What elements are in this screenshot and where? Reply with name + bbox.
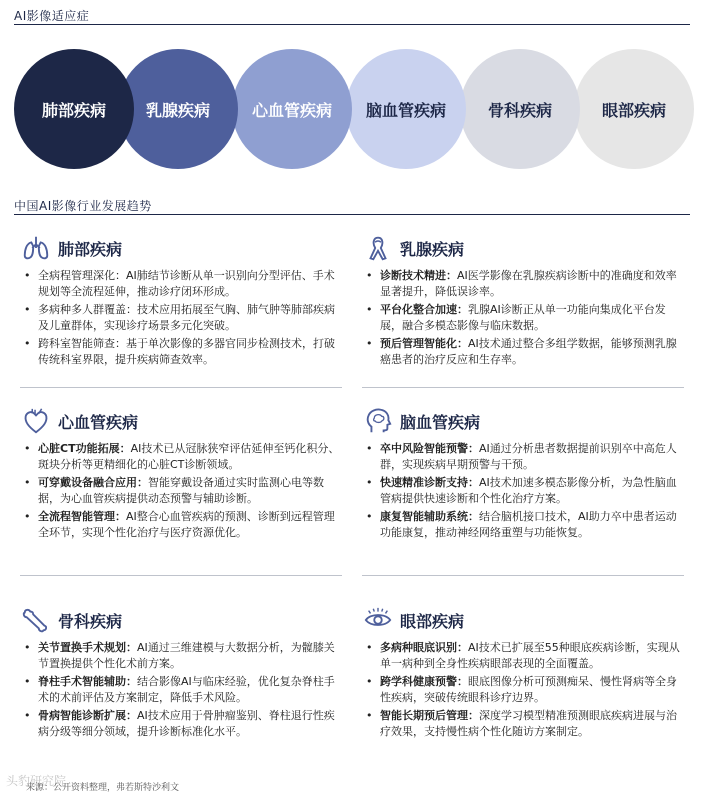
card-title: 眼部疾病 (400, 611, 465, 631)
list-item: • 跨学科健康预警：眼底图像分析可预测痴呆、慢性肾病等全身性疾病，突破传统眼科诊疗边界。 (362, 674, 684, 706)
list-item: • 卒中风险智能预警：AI通过分析患者数据提前识别卒中高危人群，实现疾病早期预警与干预。 (362, 441, 684, 473)
card-divider (20, 575, 342, 576)
source-note: 来源：公开资料整理，弗若斯特沙利文 (26, 783, 180, 793)
list-item: • 康复智能辅助系统：结合脑机接口技术，AI助力卒中患者运动功能康复，推动神经网络重塑与功能恢复。 (362, 509, 684, 541)
bone-icon (20, 604, 52, 636)
card-title: 乳腺疾病 (400, 239, 465, 259)
card-eye (362, 604, 684, 764)
list-item: • 心脏CT功能拓展：AI技术已从冠脉狭窄评估延伸至钙化积分、斑块分析等更精细化的心脏CT诊断领域。 (20, 441, 342, 473)
list-item: • 多病种眼底识别：AI技术已扩展至55种眼底疾病诊断，实现从单一病种到全身性疾病眼部表现的全面覆盖。 (362, 640, 684, 672)
list-item: • 平台化整合加速：乳腺AI诊断正从单一功能向集成化平台发展，融合多模态影像与临床数据。 (362, 302, 684, 334)
list-item: • 跨科室智能筛查：基于单次影像的多器官同步检测技术，打破传统科室界限，提升疾病筛查效率。 (20, 336, 342, 368)
circle-bone (460, 49, 580, 169)
circle-heart (232, 49, 352, 169)
list-item: • 全病程管理深化：AI肺结节诊断从单一识别向分型评估、手术规划等全流程延伸，推动诊疗闭环形成。 (20, 268, 342, 300)
heart-icon (20, 405, 52, 437)
card-title: 心血管疾病 (58, 412, 139, 432)
list-item: • 脊柱手术智能辅助：结合影像AI与临床经验，优化复杂脊柱手术的术前评估及方案制定，降低手术风险。 (20, 674, 342, 706)
circle-label: 心血管疾病 (251, 100, 332, 120)
circle-label: 眼部疾病 (601, 100, 666, 120)
lungs-icon (20, 232, 52, 264)
circle-brain (346, 49, 466, 169)
circle-breast (118, 49, 238, 169)
circle-label: 肺部疾病 (41, 100, 106, 120)
list-item: • 诊断技术精进：AI医学影像在乳腺疾病诊断中的准确度和效率显著提升，降低误诊率。 (362, 268, 684, 300)
brain-head-icon (362, 405, 394, 437)
ribbon-icon (362, 232, 394, 264)
section-divider (14, 24, 690, 25)
list-item: • 关节置换手术规划：AI通过三维建模与大数据分析，为髋膝关节置换提供个性化术前方案。 (20, 640, 342, 672)
eye-icon (362, 604, 394, 636)
circle-label: 脑血管疾病 (365, 100, 446, 120)
list-item: • 预后管理智能化：AI技术通过整合多组学数据，能够预测乳腺癌患者的治疗反应和生存率。 (362, 336, 684, 368)
circle-label: 乳腺疾病 (145, 100, 210, 120)
card-lung (20, 232, 342, 392)
list-item: • 智能长期预后管理：深度学习模型精准预测眼底疾病进展与治疗效果，支持慢性病个性化随访方案制定。 (362, 708, 684, 740)
list-item: • 骨病智能诊断扩展：AI技术应用于骨肿瘤鉴别、脊柱退行性疾病分级等细分领域，提升诊断标准化水平。 (20, 708, 342, 740)
card-heart (20, 405, 342, 575)
card-title: 脑血管疾病 (400, 412, 481, 432)
list-item: • 全流程智能管理：AI整合心血管疾病的预测、诊断到远程管理全环节，实现个性化治疗与医疗资源优化。 (20, 509, 342, 541)
card-title: 骨科疾病 (58, 611, 123, 631)
circle-label: 骨科疾病 (487, 100, 552, 120)
circle-lung (14, 49, 134, 169)
indication-circles (14, 49, 694, 169)
section-title-trends: 中国AI影像行业发展趋势 (14, 199, 152, 213)
card-divider (20, 387, 342, 388)
card-bone (20, 604, 342, 764)
section-divider (14, 214, 690, 215)
card-divider (362, 387, 684, 388)
list-item: • 多病种多人群覆盖：技术应用拓展至气胸、肺气肿等肺部疾病及儿童群体，实现诊疗场景多元化突破。 (20, 302, 342, 334)
list-item: • 可穿戴设备融合应用：智能穿戴设备通过实时监测心电等数据，为心血管疾病提供动态预警与辅助诊断。 (20, 475, 342, 507)
card-brain (362, 405, 684, 575)
watermark: 头豹研究院 (6, 774, 67, 788)
section-title-indications: AI影像适应症 (14, 9, 90, 23)
card-breast (362, 232, 684, 392)
card-title: 肺部疾病 (58, 239, 123, 259)
circle-eye (574, 49, 694, 169)
list-item: • 快速精准诊断支持：AI技术加速多模态影像分析，为急性脑血管病提供快速诊断和个性化治疗方案。 (362, 475, 684, 507)
card-divider (362, 575, 684, 576)
